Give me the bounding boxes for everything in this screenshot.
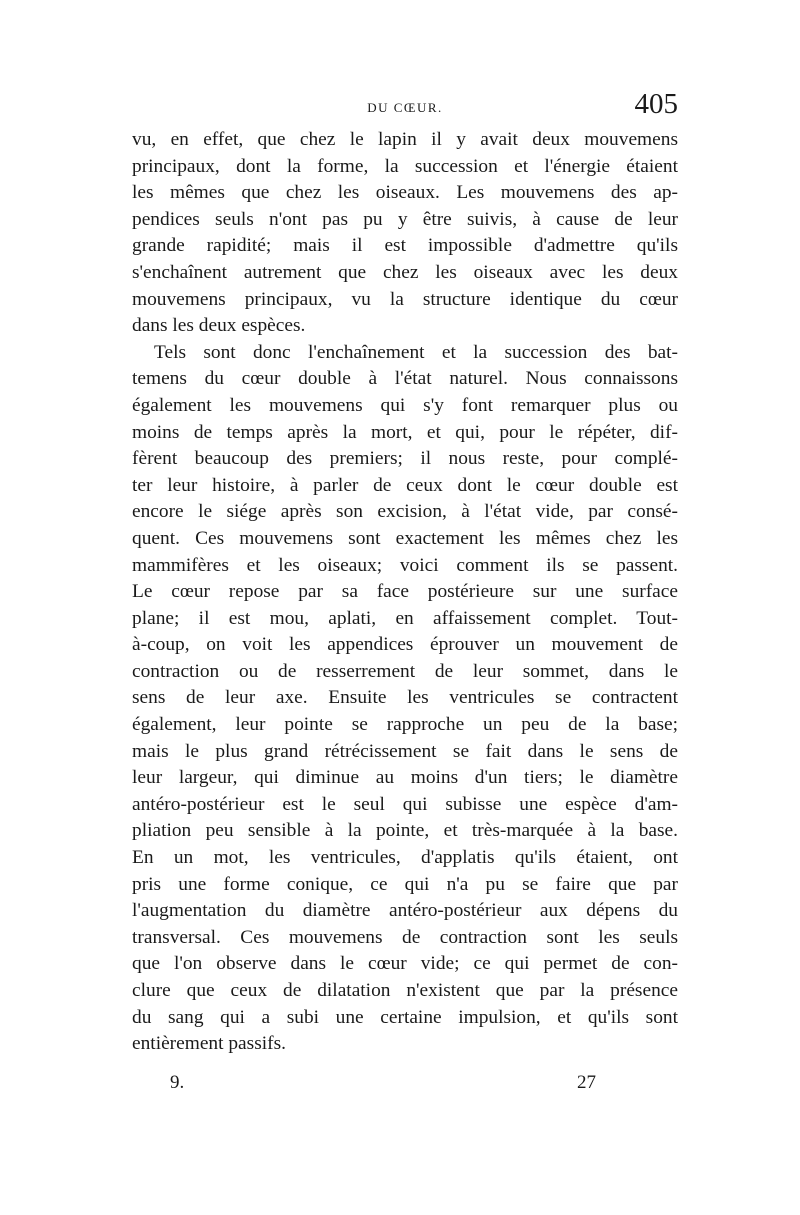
text-line: également, leur pointe se rapproche un peu de la base; <box>132 714 678 736</box>
text-line: temens du cœur double à l'état naturel. Nous connaissons <box>132 368 678 390</box>
text-line: l'augmentation du diamètre antéro-postérieur aux dépens du <box>132 900 678 922</box>
sheet-number: 27 <box>577 1072 596 1093</box>
text-line: vu, en effet, que chez le lapin il y avait deux mouvemens <box>132 129 678 150</box>
text-line: transversal. Ces mouvemens de contraction sont les seuls <box>132 926 678 948</box>
text-line: à-coup, on voit les appendices éprouver un mouvement de <box>132 634 678 656</box>
paragraph-2 <box>132 340 678 1058</box>
running-title: DU CŒUR. <box>367 100 443 115</box>
text-line: quent. Ces mouvemens sont exactement les mêmes chez les <box>132 527 678 549</box>
text-line: leur largeur, qui diminue au moins d'un tiers; le diamètre <box>132 767 678 789</box>
running-head <box>132 88 678 128</box>
text-line: entièrement passifs. <box>132 1033 286 1055</box>
text-line: Tels sont donc l'enchaînement et la succession des bat- <box>154 341 678 363</box>
text-line: encore le siége après son excision, à l'état vide, par consé- <box>132 501 678 523</box>
page-footer <box>132 1072 678 1102</box>
text-line: dans les deux espèces. <box>132 315 306 337</box>
text-line: contraction ou de resserrement de leur sommet, dans le <box>132 660 678 682</box>
signature-mark: 9. <box>170 1072 185 1093</box>
text-line: plane; il est mou, aplati, en affaissement complet. Tout- <box>132 607 678 629</box>
text-line: principaux, dont la forme, la succession et l'énergie étaient <box>132 155 678 177</box>
text-line: mouvemens principaux, vu la structure identique du cœur <box>132 288 678 310</box>
page-number: 405 <box>634 88 678 120</box>
text-line: mais le plus grand rétrécissement se fait dans le sens de <box>132 740 678 762</box>
text-line: moins de temps après la mort, et qui, pour le répéter, dif- <box>132 421 678 443</box>
text-line: ter leur histoire, à parler de ceux dont le cœur double est <box>132 474 678 496</box>
text-line: grande rapidité; mais il est impossible d'admettre qu'ils <box>132 235 678 257</box>
text-line: que l'on observe dans le cœur vide; ce qui permet de con- <box>132 953 678 975</box>
body-text <box>132 127 678 1058</box>
paragraph-1 <box>132 127 678 340</box>
text-line: également les mouvemens qui s'y font remarquer plus ou <box>132 394 678 416</box>
text-line: sens de leur axe. Ensuite les ventricules se contractent <box>132 687 678 709</box>
text-line: antéro-postérieur est le seul qui subisse une espèce d'am- <box>132 793 678 815</box>
text-line: du sang qui a subi une certaine impulsion, et qu'ils sont <box>132 1006 678 1028</box>
text-line: pendices seuls n'ont pas pu y être suivis, à cause de leur <box>132 208 678 230</box>
text-line: fèrent beaucoup des premiers; il nous reste, pour complé- <box>132 448 678 470</box>
text-line: les mêmes que chez les oiseaux. Les mouvemens des ap- <box>132 182 678 204</box>
text-line: s'enchaînent autrement que chez les oiseaux avec les deux <box>132 261 678 283</box>
text-line: En un mot, les ventricules, d'applatis qu'ils étaient, ont <box>132 847 678 869</box>
text-line: pris une forme conique, ce qui n'a pu se faire que par <box>132 873 678 895</box>
text-line: pliation peu sensible à la pointe, et très-marquée à la base. <box>132 820 678 842</box>
text-line: Le cœur repose par sa face postérieure sur une surface <box>132 581 678 603</box>
text-line: clure que ceux de dilatation n'existent que par la présence <box>132 980 678 1001</box>
text-line: mammifères et les oiseaux; voici comment ils se passent. <box>132 554 678 576</box>
